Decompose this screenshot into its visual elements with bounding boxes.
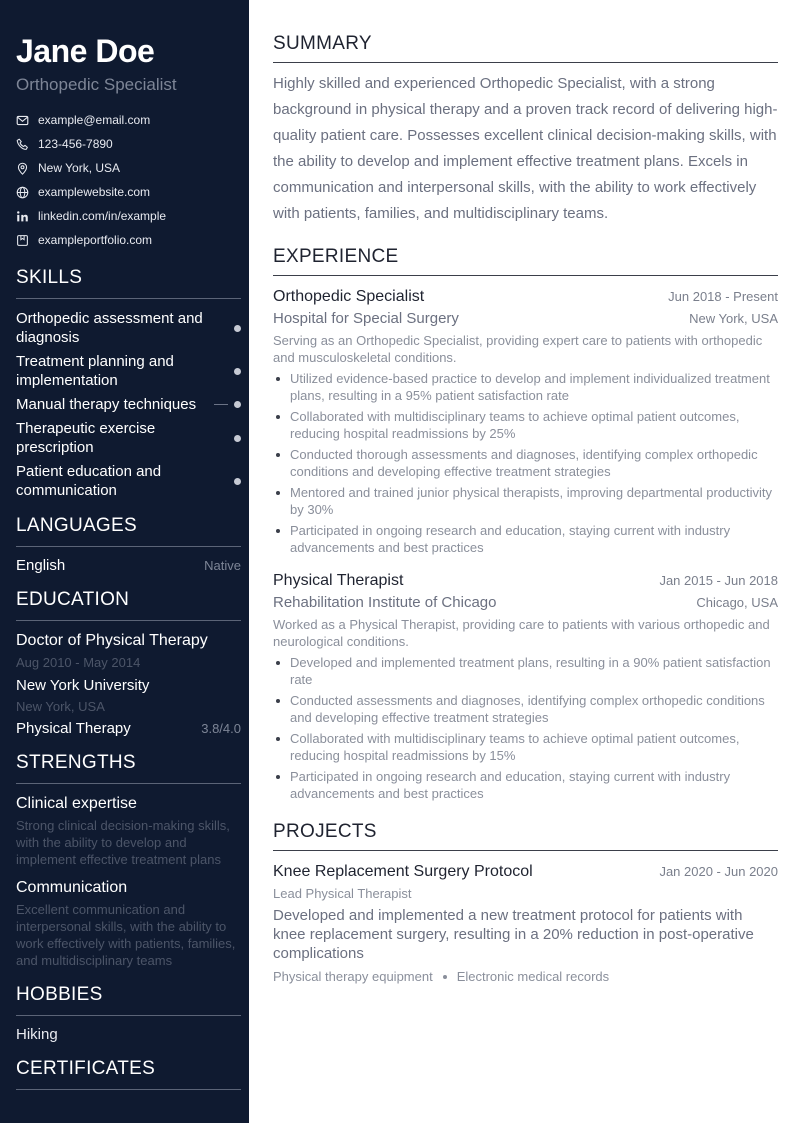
strength-desc: Strong clinical decision-making skills, with the ability to develop and implement effective treatment plans bbox=[16, 818, 230, 867]
skill-item bbox=[16, 419, 241, 457]
job-bullet: Collaborated with multidisciplinary teams to achieve optimal patient outcomes, reducing hospital readmissions by 15% bbox=[273, 730, 778, 764]
job-title: Orthopedic Specialist bbox=[273, 288, 425, 305]
phone-icon bbox=[16, 138, 29, 151]
contact-website[interactable] bbox=[16, 180, 241, 204]
job-bullets bbox=[273, 654, 778, 802]
education-section bbox=[16, 588, 241, 737]
hobbies-heading: HOBBIES bbox=[16, 983, 241, 1016]
strength-title: Communication bbox=[16, 879, 128, 896]
skill-level-dot bbox=[234, 478, 241, 485]
contact-location-text: New York, USA bbox=[38, 161, 121, 175]
job-description: Serving as an Orthopedic Specialist, providing expert care to patients with orthopedic and musculoskeletal conditions. bbox=[273, 333, 763, 365]
job-bullet: Participated in ongoing research and education, staying current with industry advancements and best practices bbox=[273, 522, 778, 556]
job-bullet: Collaborated with multidisciplinary teams to achieve optimal patient outcomes, reducing hospital readmissions by 25% bbox=[273, 408, 778, 442]
job-bullet: Developed and implemented treatment plans, resulting in a 90% patient satisfaction rate bbox=[273, 654, 778, 688]
languages-section bbox=[16, 514, 241, 574]
projects-heading: PROJECTS bbox=[273, 820, 778, 851]
language-level: Native bbox=[204, 558, 241, 573]
job-bullet: Mentored and trained junior physical therapists, improving departmental productivity by 30% bbox=[273, 484, 778, 518]
project-dates: Jan 2020 - Jun 2020 bbox=[659, 864, 778, 879]
projects-section bbox=[273, 820, 778, 984]
job-bullets bbox=[273, 370, 778, 556]
location-icon bbox=[16, 162, 29, 175]
skill-item bbox=[16, 462, 241, 500]
skill-level-dot bbox=[234, 325, 241, 332]
strengths-section bbox=[16, 751, 241, 969]
project-tag: Physical therapy equipment bbox=[273, 969, 433, 984]
project-tags bbox=[273, 969, 778, 984]
education-degree: Doctor of Physical Therapy bbox=[16, 632, 208, 649]
hobbies-section bbox=[16, 983, 241, 1043]
portfolio-icon bbox=[16, 234, 29, 247]
education-school: New York University bbox=[16, 677, 150, 694]
main-content bbox=[273, 0, 778, 984]
strength-title: Clinical expertise bbox=[16, 795, 137, 812]
job-bullet: Utilized evidence-based practice to develop and implement individualized treatment plans, resulting in a 95% patient satisfaction rate bbox=[273, 370, 778, 404]
skill-label: Orthopedic assessment and diagnosis bbox=[16, 310, 203, 346]
job-dates: Jun 2018 - Present bbox=[668, 289, 778, 304]
education-heading: EDUCATION bbox=[16, 588, 241, 621]
contact-website-text: examplewebsite.com bbox=[38, 185, 151, 199]
job-title: Physical Therapist bbox=[273, 572, 404, 589]
job-bullet: Participated in ongoing research and education, staying current with industry advancements and best practices bbox=[273, 768, 778, 802]
job-entry bbox=[273, 286, 778, 556]
skill-divider-line bbox=[214, 404, 228, 405]
experience-heading: EXPERIENCE bbox=[273, 245, 778, 276]
contact-linkedin-text: linkedin.com/in/example bbox=[38, 209, 167, 223]
skill-item bbox=[16, 352, 241, 390]
globe-icon bbox=[16, 186, 29, 199]
hobby-item: Hiking bbox=[16, 1026, 58, 1043]
candidate-name: Jane Doe bbox=[16, 33, 155, 69]
contact-linkedin[interactable] bbox=[16, 204, 241, 228]
job-location: Chicago, USA bbox=[696, 595, 778, 610]
linkedin-icon bbox=[16, 210, 29, 223]
summary-section bbox=[273, 32, 778, 227]
job-dates: Jan 2015 - Jun 2018 bbox=[659, 573, 778, 588]
strength-desc: Excellent communication and interpersonal skills, with the ability to work effectively with patients, families, and multidisciplinary teams bbox=[16, 902, 236, 968]
job-entry bbox=[273, 570, 778, 802]
tag-separator bbox=[443, 975, 447, 979]
email-icon bbox=[16, 114, 29, 127]
candidate-title: Orthopedic Specialist bbox=[16, 75, 177, 94]
project-title: Knee Replacement Surgery Protocol bbox=[273, 863, 533, 880]
skill-item bbox=[16, 309, 241, 347]
education-dates: Aug 2010 - May 2014 bbox=[16, 655, 141, 670]
contact-email[interactable] bbox=[16, 108, 241, 132]
sidebar bbox=[0, 0, 249, 1123]
certificates-section bbox=[16, 1057, 241, 1090]
education-gpa: 3.8/4.0 bbox=[201, 721, 241, 736]
contact-portfolio-text: exampleportfolio.com bbox=[38, 233, 153, 247]
skill-level-dot bbox=[234, 435, 241, 442]
job-location: New York, USA bbox=[689, 311, 778, 326]
languages-heading: LANGUAGES bbox=[16, 514, 241, 547]
contact-phone-text: 123-456-7890 bbox=[38, 137, 113, 151]
strengths-heading: STRENGTHS bbox=[16, 751, 241, 784]
project-description: Developed and implemented a new treatment protocol for patients with knee replacement surgery, resulting in a 20% reduction in post-operative complications bbox=[273, 907, 754, 962]
skill-label: Manual therapy techniques bbox=[16, 396, 197, 413]
certificates-heading: CERTIFICATES bbox=[16, 1057, 241, 1090]
job-company: Hospital for Special Surgery bbox=[273, 310, 459, 327]
job-company: Rehabilitation Institute of Chicago bbox=[273, 594, 497, 611]
project-entry bbox=[273, 861, 778, 984]
skill-item bbox=[16, 395, 241, 414]
contact-phone[interactable] bbox=[16, 132, 241, 156]
skill-level-dot bbox=[234, 368, 241, 375]
language-item bbox=[16, 557, 241, 574]
summary-text: Highly skilled and experienced Orthopedic Specialist, with a strong background in physical therapy and a proven track record of delivering high-quality patient care. Possesses excellent clinical decision-making skills, with the ability to develop and implement effective treatment plans. Excels in communication and interpersonal skills, with the ability to work effectively with patients, families, and multidisciplinary teams. bbox=[273, 75, 778, 222]
job-bullet: Conducted assessments and diagnoses, identifying complex orthopedic conditions and developing effective treatment strategies bbox=[273, 692, 778, 726]
job-description: Worked as a Physical Therapist, providing care to patients with various orthopedic and neurological conditions. bbox=[273, 617, 770, 649]
project-role: Lead Physical Therapist bbox=[273, 886, 412, 901]
education-field: Physical Therapy bbox=[16, 720, 131, 737]
language-name: English bbox=[16, 557, 66, 574]
experience-section bbox=[273, 245, 778, 802]
project-tag: Electronic medical records bbox=[456, 969, 610, 984]
skill-label: Treatment planning and implementation bbox=[16, 353, 174, 389]
contact-portfolio[interactable] bbox=[16, 228, 241, 252]
skill-level-dot bbox=[234, 401, 241, 408]
education-location: New York, USA bbox=[16, 699, 105, 714]
contact-location bbox=[16, 156, 241, 180]
skill-label: Therapeutic exercise prescription bbox=[16, 420, 156, 456]
summary-heading: SUMMARY bbox=[273, 32, 778, 63]
contact-list bbox=[16, 108, 241, 252]
job-bullet: Conducted thorough assessments and diagnoses, identifying complex orthopedic conditions and developing effective treatment strategies bbox=[273, 446, 778, 480]
skill-label: Patient education and communication bbox=[16, 463, 162, 499]
skills-heading: SKILLS bbox=[16, 266, 241, 299]
skills-section bbox=[16, 266, 241, 500]
contact-email-text: example@email.com bbox=[38, 113, 151, 127]
